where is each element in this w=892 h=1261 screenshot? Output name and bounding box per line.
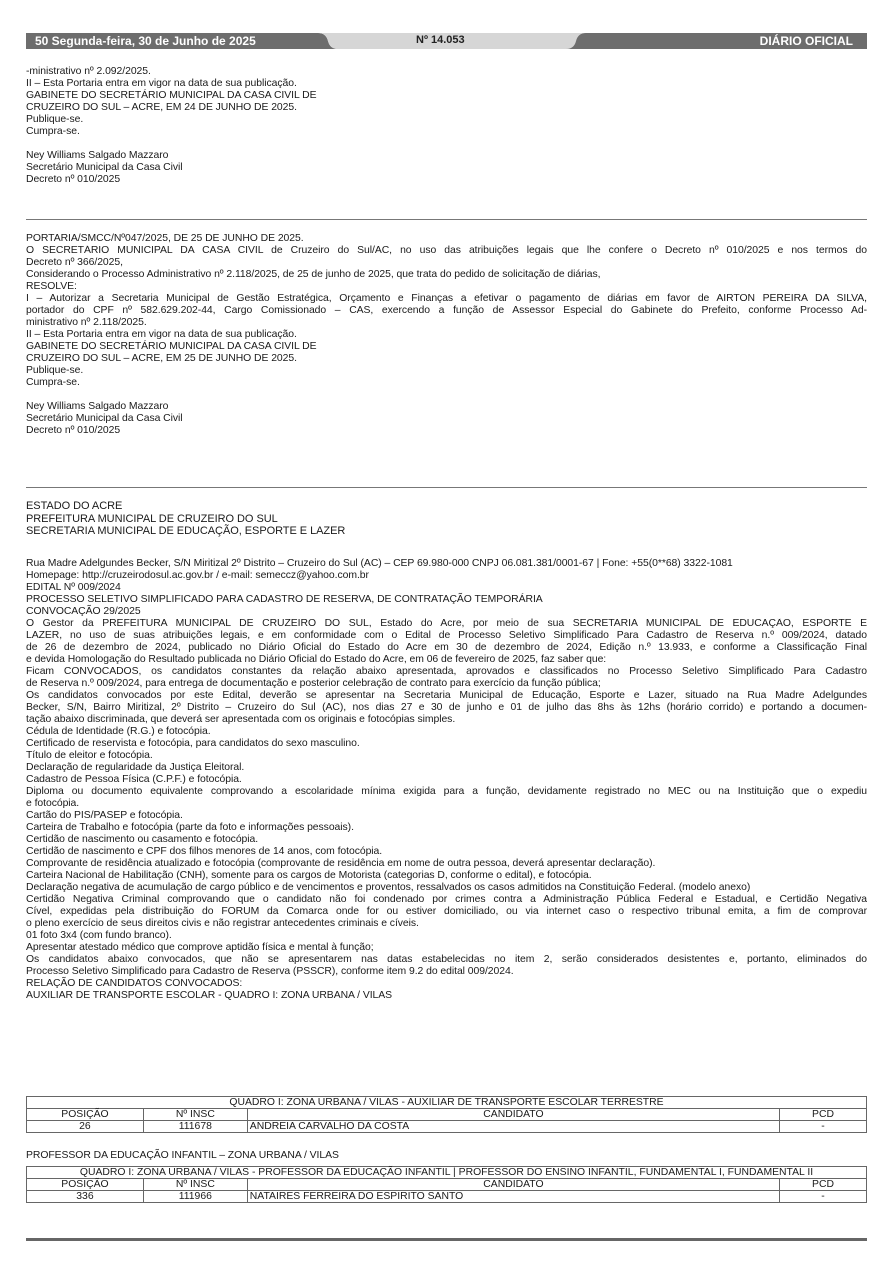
header-pcd: PCD — [780, 1179, 867, 1191]
section-divider — [26, 487, 867, 488]
text-line: Processo Seletivo Simplificado para Cadastro de Reserva (PSSCR), conforme item 9.2 do edital 009/2024. — [26, 966, 514, 977]
edition-number: Nº 14.053 — [416, 34, 465, 46]
signature-name: Ney Williams Salgado Mazzaro — [26, 401, 169, 412]
cell-candidate: NATAIRES FERREIRA DO ESPIRITO SANTO — [247, 1191, 779, 1203]
header-candidate: CANDIDATO — [247, 1109, 779, 1121]
cell-pcd: - — [780, 1191, 867, 1203]
cell-position: 26 — [27, 1121, 144, 1133]
text-line: Cumpra-se. — [26, 126, 80, 137]
header-position: POSIÇÃO — [27, 1179, 144, 1191]
cell-pcd: - — [780, 1121, 867, 1133]
text-line: Certidão Negativa Criminal comprovando que o candidato não foi condenado por crimes contra a Administração Pública Federal e Estadual, e Certidão Negativa — [26, 894, 867, 905]
text-line: Cumpra-se. — [26, 377, 80, 388]
cell-position: 336 — [27, 1191, 144, 1203]
text-line: Comprovante de residência atualizado e fotocópia (comprovante de residência em nome de outra pessoa, deverá apresentar declaração). — [26, 858, 656, 869]
text-line: Certificado de reservista e fotocópia, para candidatos do sexo masculino. — [26, 738, 360, 749]
cell-candidate: ANDREIA CARVALHO DA COSTA — [247, 1121, 779, 1133]
edital-body — [26, 558, 867, 1002]
signature-title: Secretário Municipal da Casa Civil — [26, 413, 183, 424]
text-line: Homepage: http://cruzeirodosul.ac.gov.br / e-mail: semeccz@yahoo.com.br — [26, 570, 369, 581]
header-candidate: CANDIDATO — [247, 1179, 779, 1191]
text-line: II – Esta Portaria entra em vigor na data de sua publicação. — [26, 329, 297, 340]
text-line: II – Esta Portaria entra em vigor na data de sua publicação. — [26, 78, 297, 89]
text-line: Ficam CONVOCADOS, os candidatos constantes da relação abaixo apresentada, aprovados e classificados no Processo Seletivo Simplificado Para Cadastro — [26, 666, 867, 677]
text-line: -ministrativo nº 2.092/2025. — [26, 66, 151, 77]
text-line: tação abaixo discriminada, que deverá ser apresentada com os originais e fotocópias simples. — [26, 714, 456, 725]
page-header — [26, 33, 867, 49]
text-line: Rua Madre Adelgundes Becker, S/N Miritizal 2º Distrito – Cruzeiro do Sul (AC) – CEP 69.980-000 CNPJ 06.081.381/0001-67 | Fone: +55(0**68) 3322-1081 — [26, 558, 733, 569]
text-line: Cédula de Identidade (R.G.) e fotocópia. — [26, 726, 211, 737]
text-line: Os candidatos convocados por este Edital, deverão se apresentar na Secretaria Municipal de Educação, Esporte e Lazer, situado na Rua Madre Adelgundes — [26, 690, 867, 701]
text-line: Declaração negativa de acumulação de cargo público e de vencimentos e proventos, ressalvados os casos admitidos na Constituição Federal. (modelo anexo) — [26, 882, 751, 893]
signature-decree: Decreto nº 010/2025 — [26, 425, 121, 436]
heading-line: ESTADO DO ACRE — [26, 500, 123, 512]
signature-decree: Decreto nº 010/2025 — [26, 174, 121, 185]
text-line: O SECRETÁRIO MUNICIPAL DA CASA CIVIL de Cruzeiro do Sul/AC, no uso das atribuições legais que lhe confere o Decreto nº 010/2025 e nos termos do — [26, 245, 867, 256]
text-line: Certidão de nascimento e CPF dos filhos menores de 14 anos, com fotocópia. — [26, 846, 383, 857]
text-line: Publique-se. — [26, 365, 84, 376]
text-line: Carteira Nacional de Habilitação (CNH), somente para os cargos de Motorista (categorias D, conforme o edital), e fotocópia. — [26, 870, 592, 881]
text-line: I – Autorizar a Secretaria Municipal de Gestão Estratégica, Orçamento e Finanças a efetivar o pagamento de diárias em favor de AIRTON PEREIRA DA SILVA, — [26, 293, 867, 304]
text-line: 01 foto 3x4 (com fundo branco). — [26, 930, 172, 941]
text-line: Publique-se. — [26, 114, 84, 125]
text-line: Apresentar atestado médico que comprove aptidão física e mental à função; — [26, 942, 374, 953]
section-title: PROFESSOR DA EDUCAÇÃO INFANTIL – ZONA URBANA / VILAS — [26, 1150, 339, 1161]
text-line: O Gestor da PREFEITURA MUNICIPAL DE CRUZEIRO DO SUL, Estado do Acre, por meio de sua SECRETARIA MUNICIPAL DE EDUCAÇÃO, ESPORTE E — [26, 618, 867, 629]
portaria-047 — [26, 233, 867, 437]
text-line: CRUZEIRO DO SUL – ACRE, EM 24 DE JUNHO DE 2025. — [26, 102, 297, 113]
text-line: Becker, S/N, Bairro Miritizal, 2º Distrito – Cruzeiro do Sul (AC), nos dias 27 e 30 de junho e 01 de julho das 8hs às 12hs (horário corrido) e portando a documen- — [26, 702, 867, 713]
text-line: GABINETE DO SECRETÁRIO MUNICIPAL DA CASA CIVIL DE — [26, 90, 317, 101]
text-line: portador do CPF nº 582.629.202-44, Cargo Comissionado – CAS, exercendo a função de Assessor Especial do Gabinete do Prefeito, conforme Processo Ad- — [26, 305, 867, 316]
text-line: Considerando o Processo Administrativo nº 2.118/2025, de 25 de junho de 2025, que trata do pedido de solicitação de diárias, — [26, 269, 601, 280]
header-position: POSIÇÃO — [27, 1109, 144, 1121]
page-number-date: 50 Segunda-feira, 30 de Junho de 2025 — [35, 34, 256, 48]
candidates-table-transport — [26, 1096, 867, 1133]
publication-name: DIÁRIO OFICIAL — [759, 34, 853, 48]
text-line: Cartão do PIS/PASEP e fotocópia. — [26, 810, 183, 821]
text-line: Certidão de nascimento ou casamento e fotocópia. — [26, 834, 259, 845]
text-line: Cível, expedidas pela distribuição do FORUM da Comarca onde for ou estiver domiciliado, ou via internet caso o respectivo tribunal emita, a fim de comprovar — [26, 906, 867, 917]
heading-line: SECRETARIA MUNICIPAL DE EDUCAÇÃO, ESPORTE E LAZER — [26, 525, 346, 537]
text-line: ministrativo nº 2.118/2025. — [26, 317, 147, 328]
table-row — [27, 1121, 867, 1133]
table-title: QUADRO I: ZONA URBANA / VILAS - PROFESSOR DA EDUCAÇÃO INFANTIL | PROFESSOR DO ENSINO INFANTIL, FUNDAMENTAL I, FUNDAMENTAL II — [27, 1167, 867, 1179]
signature-name: Ney Williams Salgado Mazzaro — [26, 150, 169, 161]
text-line: AUXILIAR DE TRANSPORTE ESCOLAR - QUADRO I: ZONA URBANA / VILAS — [26, 990, 393, 1001]
text-line: Declaração de regularidade da Justiça Eleitoral. — [26, 762, 245, 773]
text-line: e fotocópia. — [26, 798, 80, 809]
text-line: Diploma ou documento equivalente comprovando a escolaridade mínima exigida para a função, devidamente registrado no MEC ou na Instituição que o expediu — [26, 786, 867, 797]
text-line: de Reserva n.º 009/2024, para entrega de documentação e posterior celebração de contrato para exercício da função pública; — [26, 678, 601, 689]
text-line: Os candidatos abaixo convocados, que não se apresentarem nas datas estabelecidas no item 2, serão considerados desistentes e, portanto, eliminados do — [26, 954, 867, 965]
text-line: Cadastro de Pessoa Física (C.P.F.) e fotocópia. — [26, 774, 242, 785]
text-line: o pleno exercício de seus direitos civis e não registrar antecedentes criminais e cíveis. — [26, 918, 419, 929]
text-line: GABINETE DO SECRETÁRIO MUNICIPAL DA CASA CIVIL DE — [26, 341, 317, 352]
signature-title: Secretário Municipal da Casa Civil — [26, 162, 183, 173]
cell-registration: 111678 — [143, 1121, 247, 1133]
portaria-continuation — [26, 66, 867, 186]
cell-registration: 111966 — [143, 1191, 247, 1203]
heading-line: PREFEITURA MUNICIPAL DE CRUZEIRO DO SUL — [26, 512, 278, 525]
text-line: CONVOCAÇÃO 29/2025 — [26, 606, 141, 617]
candidates-table-professor — [26, 1166, 867, 1203]
text-line: Título de eleitor e fotocópia. — [26, 750, 153, 761]
header-registration: Nº INSC — [143, 1109, 247, 1121]
table-title: QUADRO I: ZONA URBANA / VILAS - AUXILIAR DE TRANSPORTE ESCOLAR TERRESTRE — [27, 1097, 867, 1109]
text-line: PROCESSO SELETIVO SIMPLIFICADO PARA CADASTRO DE RESERVA, DE CONTRATAÇÃO TEMPORÁRIA — [26, 594, 543, 605]
table-row — [27, 1191, 867, 1203]
text-line: EDITAL Nº 009/2024 — [26, 582, 121, 593]
text-line: RELAÇÃO DE CANDIDATOS CONVOCADOS: — [26, 978, 243, 989]
text-line: CRUZEIRO DO SUL – ACRE, EM 25 DE JUNHO DE 2025. — [26, 353, 297, 364]
text-line: RESOLVE: — [26, 281, 77, 292]
portaria-title: PORTARIA/SMCC/Nº047/2025, DE 25 DE JUNHO DE 2025. — [26, 233, 304, 244]
edital-heading — [26, 500, 867, 538]
header-pcd: PCD — [780, 1109, 867, 1121]
text-line: de 26 de dezembro de 2024, publicado no Diário Oficial do Estado do Acre em 30 de dezembro de 2024, Edição n.º 13.933, e conforme a Classificação Final — [26, 642, 867, 653]
text-line: Carteira de Trabalho e fotocópia (parte da foto e informações pessoais). — [26, 822, 354, 833]
text-line: LAZER, no uso de suas atribuições legais, e em conformidade com o Edital de Processo Seletivo Simplificado Para Cadastro de Reserva n.º 009/2024, datado — [26, 630, 867, 641]
text-line: e devida Homologação do Resultado publicada no Diário Oficial do Estado do Acre, em 06 de fevereiro de 2025, faz saber que: — [26, 654, 607, 665]
section-divider — [26, 219, 867, 220]
header-registration: Nº INSC — [143, 1179, 247, 1191]
professor-section-title — [26, 1150, 867, 1162]
page-bottom-rule — [26, 1238, 867, 1241]
text-line: Decreto nº 366/2025, — [26, 257, 123, 268]
